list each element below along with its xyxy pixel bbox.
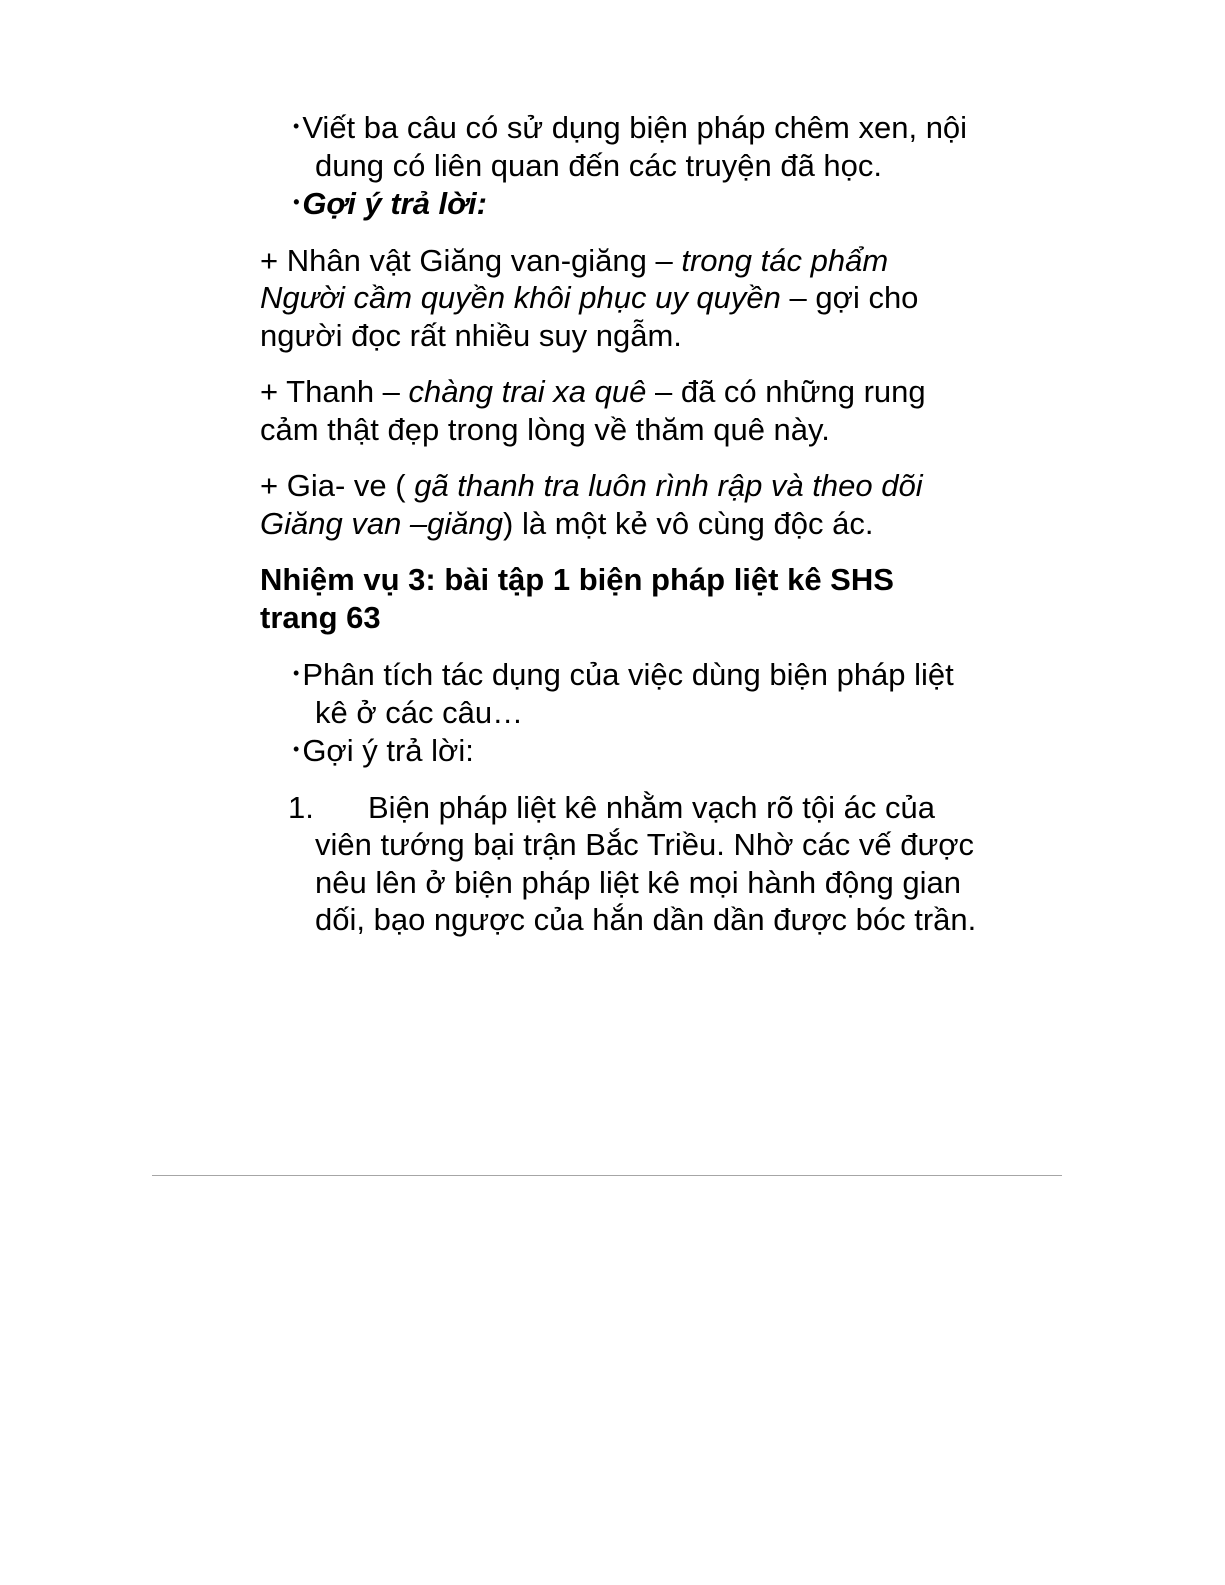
bullet-answer-hint-2	[260, 731, 980, 770]
bullet-text: Phân tích tác dụng của việc dùng biện pháp liệt kê ở các câu…	[302, 657, 954, 730]
bullet-dot-icon: •	[293, 192, 300, 212]
bullet-text: Viết ba câu có sử dụng biện pháp chêm xen, nội dung có liên quan đến các truyện đã học.	[302, 110, 968, 183]
paragraph-gia-ve	[260, 467, 980, 542]
bullet-answer-hint	[260, 184, 980, 223]
page-divider	[152, 1175, 1062, 1176]
paragraph-thanh	[260, 373, 980, 448]
bullet-text: Gợi ý trả lời:	[302, 186, 487, 221]
item-text: Biện pháp liệt kê nhằm vạch rõ tội ác của viên tướng bại trận Bắc Triều. Nhờ các vế được nêu lên ở biện pháp liệt kê mọi hành động gian dối, bạo ngược của hắn dần dần được bóc trần.	[315, 789, 977, 937]
paragraph-text: + Nhân vật Giăng van-giăng –	[260, 242, 682, 278]
document-body	[260, 108, 980, 939]
paragraph-text: + Thanh –	[260, 374, 409, 409]
paragraph-text: + Gia- ve (	[260, 468, 415, 503]
bullet-analysis-instruction	[260, 655, 980, 731]
bullet-task-instruction	[260, 108, 980, 184]
paragraph-italic-text: gã thanh tra luôn rình rập và theo dõi Giăng van –giăng	[260, 468, 923, 541]
item-number: 1.	[288, 789, 314, 825]
paragraph-giang-van-giang	[260, 242, 980, 355]
paragraph-italic-text: chàng trai xa quê	[408, 374, 647, 409]
paragraph-italic-text: trong tác phẩm Người cầm quyền khôi phục uy quyền	[260, 242, 889, 315]
paragraph-text: ) là một kẻ vô cùng độc ác.	[503, 505, 874, 541]
paragraph-text: – đã có những rung cảm thật đẹp trong lòng về thăm quê này.	[260, 374, 926, 447]
numbered-item-1	[260, 789, 980, 939]
paragraph-text: – gợi cho người đọc rất nhiều suy ngẫm.	[260, 280, 919, 353]
bullet-dot-icon: •	[293, 116, 300, 136]
bullet-dot-icon: •	[293, 663, 300, 683]
section-heading-task-3: Nhiệm vụ 3: bài tập 1 biện pháp liệt kê SHS trang 63	[260, 562, 894, 635]
bullet-text: Gợi ý trả lời:	[302, 733, 474, 768]
bullet-dot-icon: •	[293, 739, 300, 759]
